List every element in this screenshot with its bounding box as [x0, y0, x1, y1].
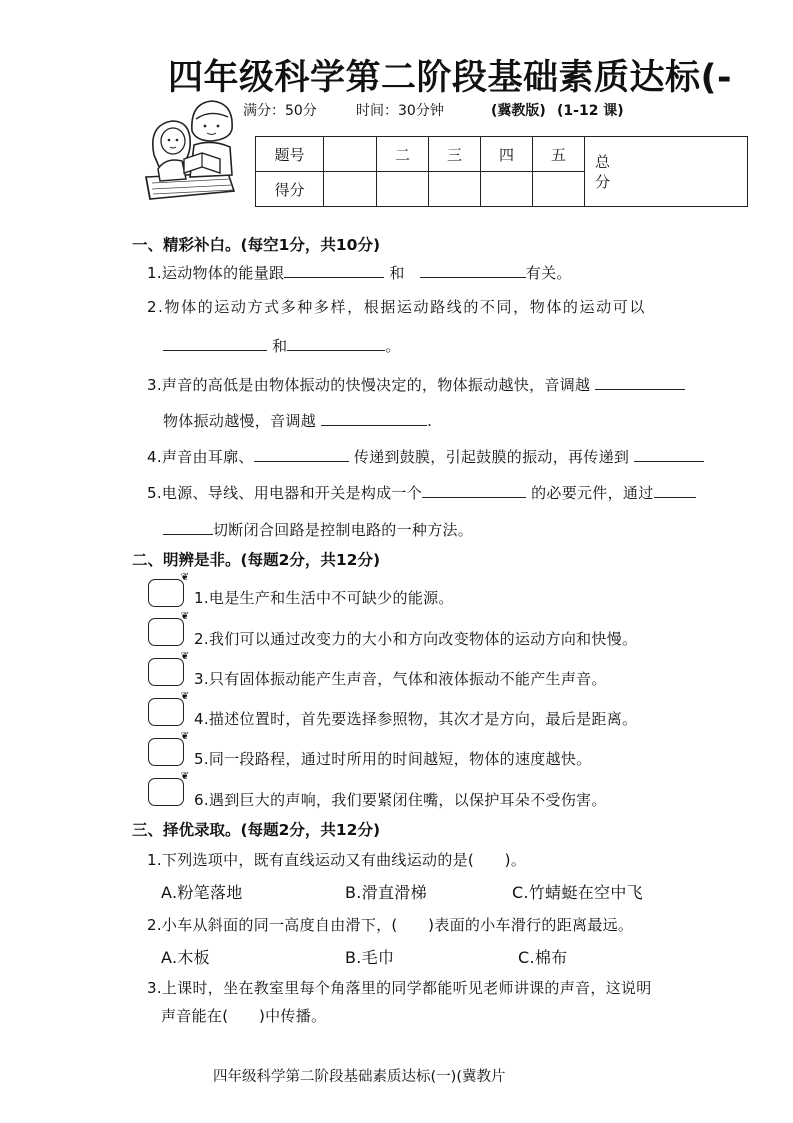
judge-item: 2.我们可以通过改变力的大小和方向改变物体的运动方向和快慢。 [194, 630, 638, 648]
question-text: 有关。 [525, 264, 572, 282]
question-text: 1.运动物体的能量跟 [147, 264, 285, 282]
choice-question-1: 1.下列选项中，既有直线运动又有曲线运动的是( )。 [147, 851, 527, 869]
question-text: 的必要元件，通过 [531, 484, 654, 502]
question-text: 3.声音的高低是由物体振动的快慢决定的，物体振动越快，音调越 [147, 376, 591, 394]
judge-item: 6.遇到巨大的声响，我们要紧闭住嘴，以保护耳朵不受伤害。 [194, 791, 607, 809]
section-3-heading: 三、择优录取。(每题2分，共12分) [132, 821, 381, 839]
s1-question-2-cont [163, 335, 401, 356]
answer-blank[interactable] [422, 483, 526, 498]
question-text: . [427, 412, 433, 430]
score-table-cell: 得分 [256, 172, 324, 207]
answer-blank[interactable] [420, 263, 526, 278]
section-1-heading: 一、精彩补白。(每空1分，共10分) [132, 236, 381, 254]
question-text: 物体振动越慢，音调越 [163, 412, 317, 430]
bow-icon: ❦ [180, 771, 189, 782]
option-b[interactable]: B.毛巾 [345, 948, 395, 967]
answer-blank[interactable] [287, 336, 385, 351]
answer-bracket[interactable] [148, 771, 189, 806]
question-text: 传递到鼓膜，引起鼓膜的振动，再传递到 [353, 448, 630, 466]
lesson-range: (1-12 课) [557, 103, 624, 119]
edition: (冀教版) [491, 103, 546, 119]
answer-blank[interactable] [595, 375, 685, 390]
question-text: 4.声音由耳廓、 [147, 448, 254, 466]
answer-blank[interactable] [163, 520, 213, 535]
section-2-heading: 二、明辨是非。(每题2分，共12分) [132, 551, 381, 569]
option-a[interactable]: A.木板 [161, 948, 210, 967]
score-input-cell[interactable] [533, 172, 585, 207]
option-b[interactable]: B.滑直滑梯 [345, 883, 427, 902]
option-c[interactable]: C.竹蜻蜓在空中飞 [512, 883, 643, 902]
score-input-cell[interactable] [324, 172, 377, 207]
score-input-cell[interactable] [429, 172, 481, 207]
score-table-cell: 四 [481, 137, 533, 172]
score-table-cell: 题号 [256, 137, 324, 172]
answer-blank[interactable] [654, 483, 696, 498]
choice-question-3: 3.上课时，坐在教室里每个角落里的同学都能听见老师讲课的声音，这说明 [147, 979, 652, 997]
question-text: 。 [385, 337, 401, 355]
answer-bracket[interactable] [148, 611, 189, 646]
exam-time: 时间：30分钟 [356, 103, 444, 119]
page-title: 四年级科学第二阶段基础素质达标(- [168, 58, 733, 98]
score-table-cell: 五 [533, 137, 585, 172]
bow-icon: ❦ [180, 731, 189, 742]
judge-item: 1.电是生产和生活中不可缺少的能源。 [194, 589, 454, 607]
answer-bracket[interactable] [148, 691, 189, 726]
option-c[interactable]: C.棉布 [518, 948, 568, 967]
s1-question-1 [147, 262, 572, 283]
question-text: 切断闭合回路是控制电路的一种方法。 [213, 521, 474, 539]
bow-icon: ❦ [180, 572, 189, 583]
answer-blank[interactable] [634, 447, 704, 462]
s1-question-5 [147, 482, 696, 503]
judge-item: 5.同一段路程，通过时所用的时间越短，物体的速度越快。 [194, 750, 592, 768]
answer-blank[interactable] [163, 336, 267, 351]
answer-blank[interactable] [254, 447, 349, 462]
s1-question-3 [147, 374, 685, 395]
judge-item: 3.只有固体振动能产生声音，气体和液体振动不能产生声音。 [194, 670, 607, 688]
page-footer: 四年级科学第二阶段基础素质达标(一)(冀教片 [213, 1069, 506, 1085]
answer-bracket[interactable] [148, 731, 189, 766]
score-table-cell: 三 [429, 137, 481, 172]
bow-icon: ❦ [180, 651, 189, 662]
question-text: 和 [272, 337, 288, 355]
score-table-cell [324, 137, 377, 172]
children-reading-illustration [140, 95, 240, 207]
total-score-label: 总分 [595, 152, 611, 191]
s1-question-4 [147, 446, 704, 467]
s1-question-3-cont [163, 410, 432, 431]
answer-blank[interactable] [321, 411, 427, 426]
bow-icon: ❦ [180, 691, 189, 702]
score-input-cell[interactable] [377, 172, 429, 207]
choice-question-2: 2.小车从斜面的同一高度自由滑下，( )表面的小车滑行的距离最远。 [147, 916, 634, 934]
judge-item: 4.描述位置时，首先要选择参照物，其次才是方向，最后是距离。 [194, 710, 638, 728]
question-text: 5.电源、导线、用电器和开关是构成一个 [147, 484, 423, 502]
bow-icon: ❦ [180, 611, 189, 622]
full-score: 满分：50分 [243, 103, 317, 119]
score-input-cell[interactable] [481, 172, 533, 207]
s1-question-2: 2.物体的运动方式多种多样，根据运动路线的不同，物体的运动可以 [147, 298, 646, 316]
answer-bracket[interactable] [148, 651, 189, 686]
score-table [255, 136, 748, 207]
option-a[interactable]: A.粉笔落地 [161, 883, 243, 902]
question-text: 和 [389, 264, 405, 282]
s1-question-5-cont [163, 519, 473, 540]
choice-question-3-cont: 声音能在( )中传播。 [161, 1007, 327, 1025]
answer-blank[interactable] [284, 263, 384, 278]
answer-bracket[interactable] [148, 572, 189, 607]
score-table-cell: 二 [377, 137, 429, 172]
